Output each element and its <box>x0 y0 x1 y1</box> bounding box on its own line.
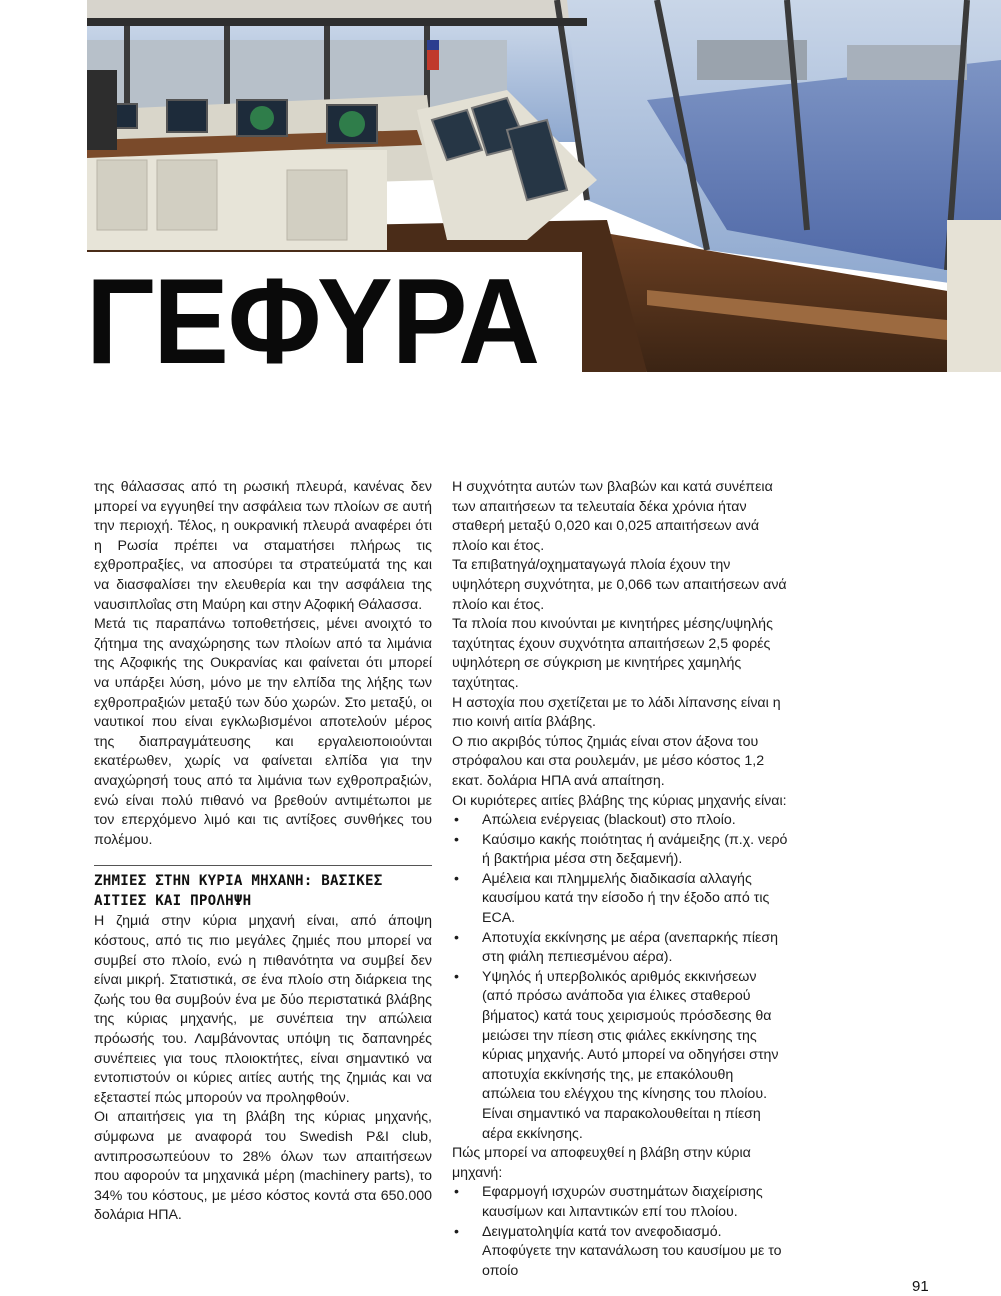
body-paragraph: της θάλασσας από τη ρωσική πλευρά, κανένας δεν μπορεί να εγγυηθεί την ασφάλεια των πλοίων σε αυτή την περιοχή. Τέλος, η ουκρανική πλευρά αναφέρει ότι η Ρωσία πρέπει να σταματήσει πλήρως τις εχθροπραξίες, να αποσύρει τα στρατεύματά της και να διασφαλίσει την ελευθερία και την ασφάλεια της ναυσιπλοΐας στη Μαύρη και στην Αζοφική Θάλασσα. <box>94 479 432 613</box>
right-column <box>452 478 788 1281</box>
body-paragraph: Μετά τις παραπάνω τοποθετήσεις, μένει ανοιχτό το ζήτημα της αναχώρησης των πλοίων από τα λιμάνια της Αζοφικής της Ουκρανίας και φαίνεται ότι μπορεί να υπάρξει λύση, μόνο με την ελπίδα της λήξης των εχθροπραξιών μεταξύ των δύο χωρών. Στο μεταξύ, οι ναυτικοί που είναι εγκλωβισμένοι αποτελούν μέρος της διαπραγμάτευσης και εργαλειοποιούνται εκατέρωθεν, χωρίς να φαίνεται ελπίδα για την αναχώρησή τους από τα λιμάνια των εχθροπραξιών, ενώ είναι πολύ πιθανό να βρεθούν αντιμέτωποι με τον επερχόμενο λιμό και τις αντίξοες συνθήκες του πολέμου. <box>94 616 432 848</box>
section-divider <box>94 865 432 866</box>
causes-list <box>452 811 788 1144</box>
list-item: • Αμέλεια και πλημμελής διαδικασία αλλαγής καυσίμου κατά την είσοδο ή την έξοδο από τις ECA. <box>452 870 788 929</box>
list-item: • Δειγματοληψία κατά τον ανεφοδιασμό. Αποφύγετε την κατανάλωση του καυσίμου με το οποίο <box>452 1223 788 1282</box>
prevention-intro: Πώς μπορεί να αποφευχθεί η βλάβη στην κύρια μηχανή: <box>452 1145 751 1181</box>
causes-intro: Οι κυριότερες αιτίες βλάβης της κύριας μηχανής είναι: <box>452 792 787 809</box>
body-paragraph: Τα επιβατηγά/οχηματαγωγά πλοία έχουν την υψηλότερη συχνότητα, με 0,066 των απαιτήσεων ανά πλοίο και έτος. <box>452 557 787 613</box>
list-item: • Απώλεια ενέργειας (blackout) στο πλοίο. <box>452 811 788 831</box>
body-paragraph: Οι απαιτήσεις για τη βλάβη της κύριας μηχανής, σύμφωνα με αναφορά του Swedish P&I club, αντιπροσωπεύουν το 28% όλων των απαιτήσεων που αφορούν τα μηχανικά μέρη (machinery parts), το 34% του κόστους, με μέσο κόστος κοντά στα 650.000 δολάρια ΗΠΑ. <box>94 1109 432 1224</box>
body-paragraph: Η συχνότητα αυτών των βλαβών και κατά συνέπεια των απαιτήσεων τα τελευταία δέκα χρόνια ήταν σταθερή μεταξύ 0,020 και 0,025 απαιτήσεων ανά πλοίο και έτος. <box>452 479 773 554</box>
body-paragraph: Τα πλοία που κινούνται με κινητήρες μέσης/υψηλής ταχύτητας έχουν συχνότητα απαιτήσεων 2,5 φορές υψηλότερη σε σύγκριση με κινητήρες χαμηλής ταχύτητας. <box>452 616 773 691</box>
list-item: • Εφαρμογή ισχυρών συστημάτων διαχείρισης καυσίμων και λιπαντικών επί του πλοίου. <box>452 1183 788 1222</box>
body-paragraph: Η αστοχία που σχετίζεται με το λάδι λίπανσης είναι η πιο κοινή αιτία βλάβης. <box>452 694 781 731</box>
section-heading: ΖΗΜΙΕΣ ΣΤΗΝ ΚΥΡΙΑ ΜΗΧΑΝΗ: ΒΑΣΙΚΕΣ ΑΙΤΙΕΣ ΚΑΙ ΠΡΟΛΗΨΗ <box>94 873 383 909</box>
page-number: 91 <box>912 1278 929 1295</box>
list-item: • Αποτυχία εκκίνησης με αέρα (ανεπαρκής πίεση στη φιάλη πεπιεσμένου αέρα). <box>452 929 788 968</box>
body-paragraph: Η ζημιά στην κύρια μηχανή είναι, από άποψη κόστους, από τις πιο μεγάλες ζημιές που μπορεί να συμβεί στο πλοίο, ενώ η πιθανότητα να συμβεί δεν είναι μικρή. Στατιστικά, σε ένα πλοίο στη διάρκεια της ζωής του θα συμβούν ένα με δύο περιστατικά βλάβης της κύριας μηχανής, με συνέπεια την απώλεια πρόωσής του. Λαμβάνοντας υπόψη τις δαπανηρές συνέπειες για τους πλοιοκτήτες, είναι σημαντικό να εντοπιστούν οι κύριες αιτίες αυτής της ζημιάς και να εξεταστεί πώς μπορούν να προληφθούν. <box>94 913 432 1106</box>
left-column <box>94 478 432 1226</box>
section-title: ΓΕΦΥΡΑ <box>86 253 540 389</box>
body-paragraph: Ο πιο ακριβός τύπος ζημιάς είναι στον άξονα του στρόφαλου και στα ρουλεμάν, με μέσο κόστος 1,2 εκατ. δολάρια ΗΠΑ ανά απαίτηση. <box>452 733 765 789</box>
list-item: • Καύσιμο κακής ποιότητας ή ανάμειξης (π.χ. νερό ή βακτήρια μέσα στη δεξαμενή). <box>452 831 788 870</box>
list-item: • Υψηλός ή υπερβολικός αριθμός εκκινήσεων (από πρόσω ανάποδα για έλικες σταθερού βήματος) κατά τους χειρισμούς πρόσδεσης θα μειώσει την πίεση στις φιάλες εκκίνησης της κύριας μηχανής. Αυτό μπορεί να οδηγήσει στην αποτυχία εκκίνησής της, με επακόλουθη απώλεια του ελέγχου της κίνησης του πλοίου. Είναι σημαντικό να παρακολουθείται η πίεση αέρα εκκίνησης. <box>452 968 788 1144</box>
prevention-list <box>452 1183 788 1281</box>
